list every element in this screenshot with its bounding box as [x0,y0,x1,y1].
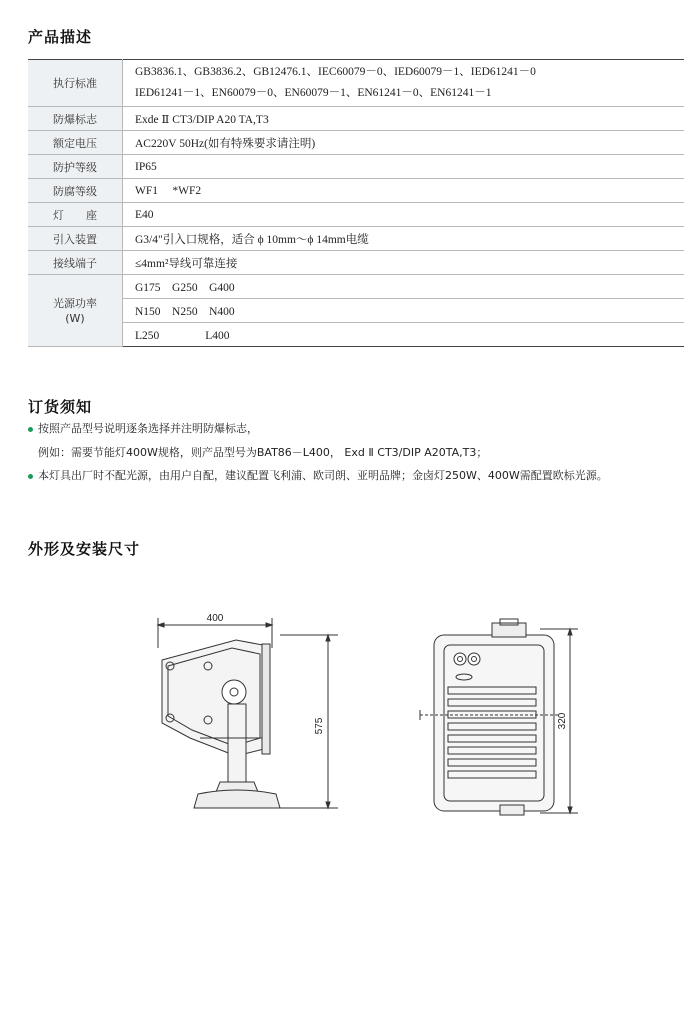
power-row: L250 L400 [123,323,685,347]
section-title-ordering: 订货须知 [28,398,93,416]
spec-row-entry [28,227,684,251]
spec-row-lampholder [28,203,684,227]
power-row: G175 G250 G400 [123,275,685,299]
ordering-example: 例如：需要节能灯400W规格，则产品型号为BAT86－L400， Exd Ⅱ CT3/DIP A20TA,T3； [38,446,488,459]
spec-value: G3/4"引入口规格，适合 ϕ 10mm～ϕ 14mm电缆 [123,227,685,251]
ordering-text-1: 按照产品型号说明逐条选择并注明防爆标志， [38,422,258,435]
ordering-text-2: 本灯具出厂时不配光源，由用户自配，建议配置飞利浦、欧司朗、亚明品牌；金卤灯250W、400W需配置欧标光源。 [38,469,608,482]
cable-entry-icon [454,653,466,665]
spec-row-power-2 [28,299,684,323]
spec-value: AC220V 50Hz(如有特殊要求请注明) [123,131,685,155]
spec-label: 执行标准 [28,60,123,107]
arrow-icon [568,629,572,635]
spec-label-power [28,275,123,347]
spec-row-explosion-mark [28,107,684,131]
arrow-icon [568,807,572,813]
power-label: 光源功率 [53,296,97,310]
spec-label: 防腐等级 [28,179,123,203]
spec-row-protection [28,155,684,179]
spec-label: 防爆标志 [28,107,123,131]
ordering-item-1 [28,420,258,436]
pivot-icon [222,680,246,704]
spec-table [28,59,684,347]
height-dimension: 575 [314,717,325,735]
arrow-icon [158,623,164,627]
spec-label: 额定电压 [28,131,123,155]
spec-value [123,60,685,107]
arrow-icon [266,623,272,627]
bullet-icon [28,427,33,432]
support-pole [228,704,246,782]
section-title-dimensions: 外形及安装尺寸 [28,540,141,558]
standard-line-1: GB3836.1、GB3836.2、GB12476.1、IEC60079－0、IED60079－1、IED61241－0 [135,66,536,78]
width-dimension: 400 [206,613,224,624]
spec-row-standard [28,60,684,107]
arrow-icon [326,802,330,808]
arrow-icon [326,635,330,641]
spec-value: E40 [123,203,685,227]
front-glass-frame [262,644,270,754]
section-title-description: 产品描述 [28,28,93,46]
base-plate [194,790,280,808]
spec-row-voltage [28,131,684,155]
spec-label: 接线端子 [28,251,123,275]
spec-row-power-3 [28,323,684,347]
front-view-drawing [410,615,585,825]
cable-entry-icon [468,653,480,665]
front-height-dimension: 320 [557,712,568,730]
spec-label: 引入装置 [28,227,123,251]
side-view-drawing [150,608,350,823]
spec-value: IP65 [123,155,685,179]
spec-value: ≤4mm²导线可靠连接 [123,251,685,275]
ordering-item-2 [28,467,608,483]
spec-row-power-1 [28,275,684,299]
power-unit: (W) [65,311,85,325]
bullet-icon [28,474,33,479]
power-row: N150 N250 N400 [123,299,685,323]
bottom-cap [500,805,524,815]
spec-value: WF1 *WF2 [123,179,685,203]
spec-row-terminal [28,251,684,275]
spec-value: Exde Ⅱ CT3/DIP A20 TA,T3 [123,107,685,131]
spec-label: 灯 座 [28,203,123,227]
spec-label: 防护等级 [28,155,123,179]
standard-line-2: IED61241－1、EN60079－0、EN60079－1、EN61241－0、EN61241－1 [135,87,492,99]
spec-row-anticorrosion [28,179,684,203]
